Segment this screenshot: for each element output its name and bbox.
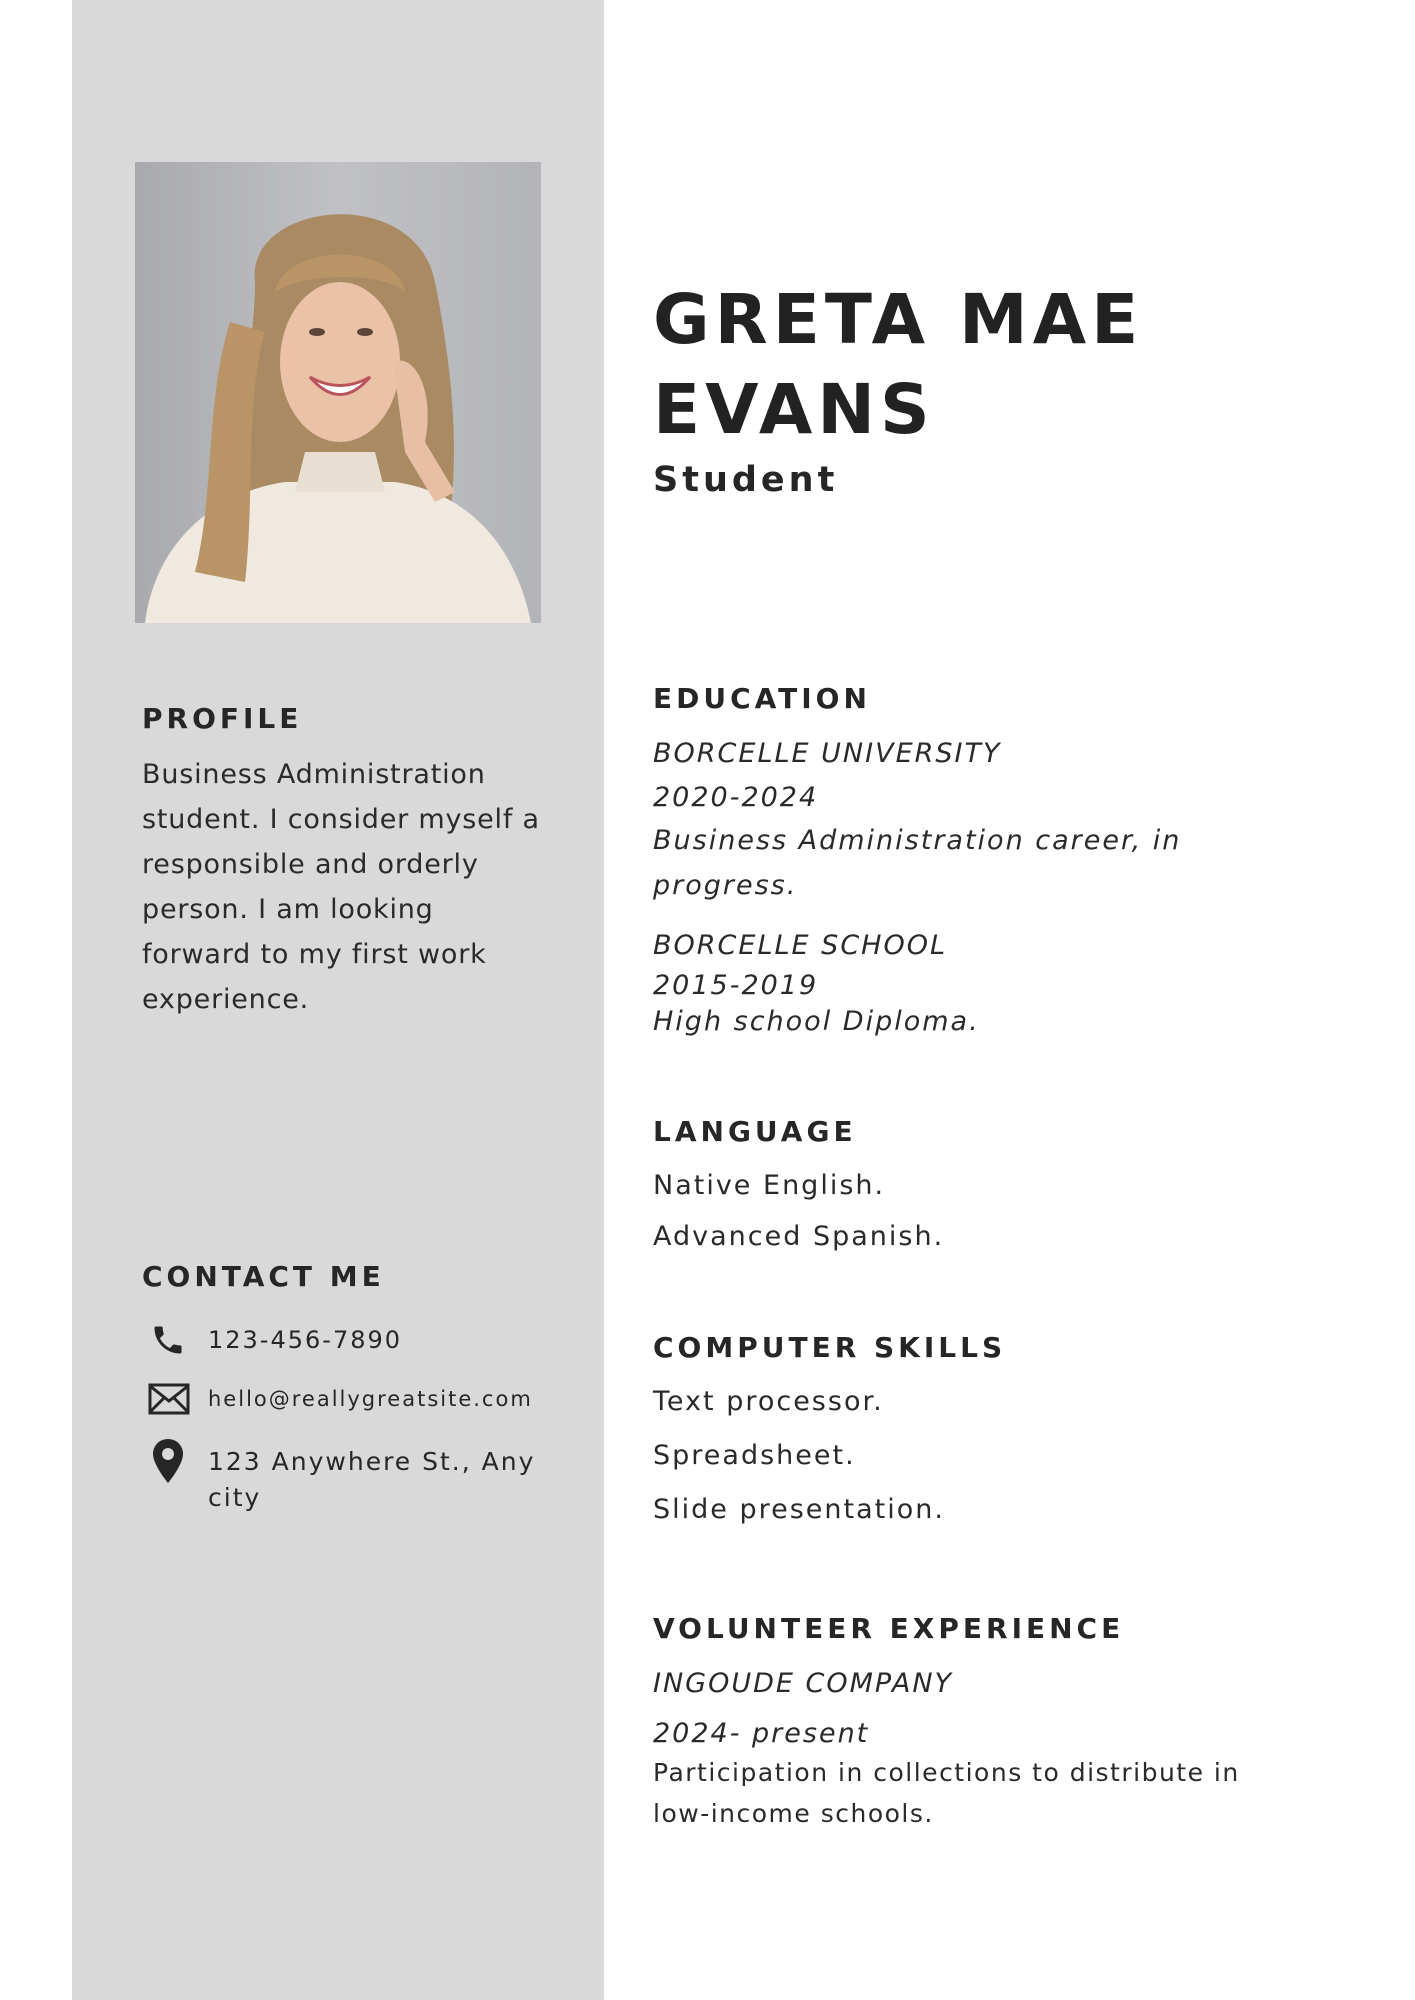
contact-phone: 123-456-7890 xyxy=(208,1326,403,1354)
profile-photo xyxy=(135,162,541,623)
education-years: 2015-2019 xyxy=(653,970,819,1001)
education-detail: High school Diploma. xyxy=(653,1006,980,1037)
language-heading: LANGUAGE xyxy=(653,1115,857,1148)
volunteer-company: INGOUDE COMPANY xyxy=(653,1668,954,1699)
name-heading xyxy=(653,275,1353,455)
language-item: Advanced Spanish. xyxy=(653,1221,945,1252)
language-item: Native English. xyxy=(653,1170,886,1201)
education-years: 2020-2024 xyxy=(653,782,819,813)
education-detail: Business Administration career, in progress. xyxy=(653,825,1182,901)
computer-skill-item: Spreadsheet. xyxy=(653,1440,856,1471)
name-line-1: GRETA MAE xyxy=(653,280,1144,360)
profile-text: Business Administration student. I consider myself a responsible and orderly person. I am looking forward to my first work experience. xyxy=(142,759,540,1015)
education-school: BORCELLE UNIVERSITY xyxy=(653,738,1002,769)
contact-heading: CONTACT ME xyxy=(142,1260,385,1293)
contact-email: hello@reallygreatsite.com xyxy=(208,1387,533,1411)
computer-skill-item: Text processor. xyxy=(653,1386,884,1417)
computer-skill-item: Slide presentation. xyxy=(653,1494,945,1525)
role-title: Student xyxy=(653,460,839,500)
volunteer-years: 2024- present xyxy=(653,1718,870,1749)
education-heading: EDUCATION xyxy=(653,682,871,715)
volunteer-detail: Participation in collections to distribute in low-income schools. xyxy=(653,1758,1240,1828)
computer-skills-heading: COMPUTER SKILLS xyxy=(653,1331,1007,1364)
envelope-icon xyxy=(148,1383,190,1419)
contact-address: 123 Anywhere St., Any city xyxy=(208,1447,536,1512)
map-pin-icon xyxy=(152,1438,184,1488)
education-school: BORCELLE SCHOOL xyxy=(653,930,948,961)
name-line-2: EVANS xyxy=(653,370,935,450)
phone-icon xyxy=(150,1322,186,1362)
volunteer-heading: VOLUNTEER EXPERIENCE xyxy=(653,1612,1125,1645)
profile-heading: PROFILE xyxy=(142,702,303,735)
